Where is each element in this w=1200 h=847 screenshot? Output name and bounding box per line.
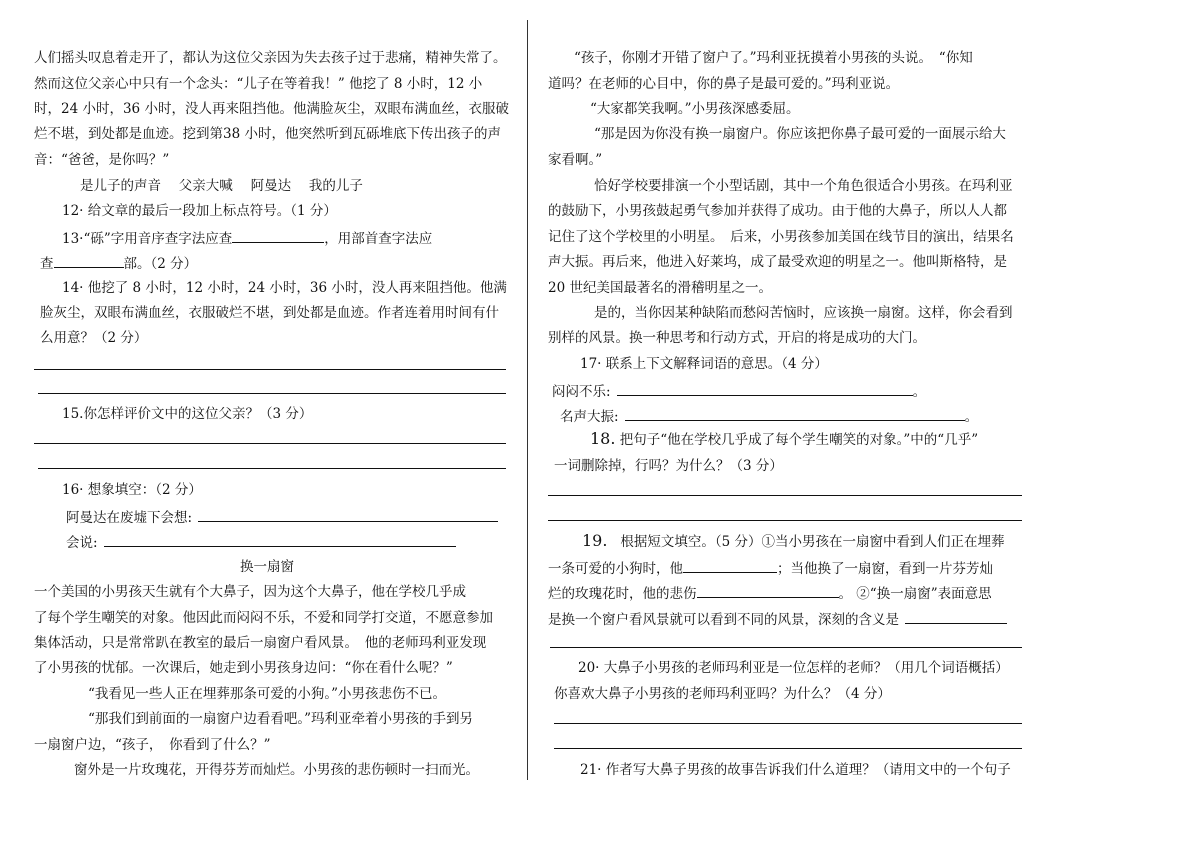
story-line: 是的，当你因某种缺陷而愁闷苦恼时，应该换一扇窗。这样，你会看到 xyxy=(594,305,1013,321)
question-17-a: 闷闷不乐: 。 xyxy=(552,380,926,402)
answer-blank[interactable] xyxy=(625,405,965,421)
answer-blank[interactable] xyxy=(683,557,777,573)
story-line: 家看啊。” xyxy=(548,152,603,168)
story-line: 一个美国的小男孩天生就有个大鼻子，因为这个大鼻子，他在学校几乎成 xyxy=(34,584,466,600)
story-line: 的鼓励下，小男孩鼓起勇气参加并获得了成功。由于他的大鼻子，所以人人都 xyxy=(548,203,1007,219)
story-line: “那我们到前面的一扇窗户边看看吧。”玛利亚牵着小男孩的手到另 xyxy=(88,711,474,727)
answer-blank[interactable] xyxy=(905,608,1007,624)
story-line: 集体活动，只是常常趴在教室的最后一扇窗户看风景。 他的老师玛利亚发现 xyxy=(34,635,487,651)
word-options: 是儿子的声音 父亲大喊 阿曼达 我的儿子 xyxy=(80,178,363,194)
question-14: 14· 他挖了 8 小时，12 小时，24 小时，36 小时，没人再来阻挡他。他满 xyxy=(62,280,507,296)
paragraph-line: 音：“爸爸，是你吗？” xyxy=(34,152,170,168)
story-line: 20 世纪美国最著名的滑稽明星之一。 xyxy=(548,280,772,296)
paragraph-line: 烂不堪，到处都是血迹。挖到第38 小时，他突然听到瓦砾堆底下传出孩子的声 xyxy=(34,126,501,142)
question-20-line: 你喜欢大鼻子小男孩的老师玛利亚吗？为什么？（4 分） xyxy=(554,686,891,702)
answer-blank[interactable] xyxy=(104,531,456,547)
paragraph-line: 然而这位父亲心中只有一个念头：“儿子在等着我！” 他挖了 8 小时，12 小 xyxy=(34,76,483,92)
answer-blank[interactable] xyxy=(617,380,913,396)
answer-line[interactable] xyxy=(554,723,1022,724)
story-line: 一扇窗户边，“孩子， 你看到了什么？” xyxy=(34,737,271,753)
question-14-line: 么用意？（2 分） xyxy=(40,330,148,346)
question-19-line: 烂的玫瑰花时，他的悲伤 。 ②“换一扇窗”表面意思 xyxy=(548,582,992,604)
question-17: 17· 联系上下文解释词语的意思。（4 分） xyxy=(580,356,828,372)
answer-blank[interactable] xyxy=(198,506,498,522)
question-19-line: 是换一个窗户看风景就可以看到不同的风景，深刻的含义是 xyxy=(548,608,1007,630)
question-17-b: 名声大振: 。 xyxy=(560,405,978,427)
question-20: 20· 大鼻子小男孩的老师玛利亚是一位怎样的老师？（用几个词语概括） xyxy=(578,660,1009,676)
question-12: 12· 给文章的最后一段加上标点符号。（1 分） xyxy=(62,203,337,219)
answer-line[interactable] xyxy=(548,520,1022,521)
paragraph-line: 时，24 小时，36 小时，没人再来阻挡他。他满脸灰尘，双眼布满血丝，衣服破 xyxy=(34,101,509,117)
question-14-line: 脸灰尘，双眼布满血丝，衣服破烂不堪，到处都是血迹。作者连着用时间有什 xyxy=(40,305,499,321)
story-line: “那是因为你没有换一扇窗户。你应该把你鼻子最可爱的一面展示给大 xyxy=(594,126,1006,142)
story-line: 声大振。再后来，他进入好莱坞，成了最受欢迎的明星之一。他叫斯格特，是 xyxy=(548,254,1007,270)
question-16-say: 会说: xyxy=(66,531,456,553)
question-16: 16· 想象填空：（2 分） xyxy=(62,482,202,498)
answer-blank[interactable] xyxy=(232,227,324,243)
story-line: 道吗？在老师的心目中，你的鼻子是最可爱的。”玛利亚说。 xyxy=(548,76,900,92)
story-line: 了小男孩的忧郁。一次课后，她走到小男孩身边问：“你在看什么呢？” xyxy=(34,660,453,676)
column-divider xyxy=(527,20,528,780)
answer-blank[interactable] xyxy=(697,582,839,598)
story-line: 记住了这个学校里的小明星。 后来，小男孩参加美国在线节目的演出，结果名 xyxy=(548,229,1014,245)
answer-blank[interactable] xyxy=(54,252,124,268)
answer-line[interactable] xyxy=(548,495,1022,496)
story-line: “我看见一些人正在埋葬那条可爱的小狗。”小男孩悲伤不已。 xyxy=(88,686,447,702)
question-21: 21· 作者写大鼻子男孩的故事告诉我们什么道理？（请用文中的一个句子 xyxy=(580,762,1011,778)
answer-line[interactable] xyxy=(38,468,506,469)
question-18: 18. 把句子“他在学校几乎成了每个学生嘲笑的对象。”中的“几乎” xyxy=(590,429,979,448)
question-19-line: 一条可爱的小狗时，他 ；当他换了一扇窗，看到一片芬芳灿 xyxy=(548,557,993,579)
answer-line[interactable] xyxy=(554,748,1022,749)
paragraph-line: 人们摇头叹息着走开了，都认为这位父亲因为失去孩子过于悲痛，精神失常了。 xyxy=(34,50,507,66)
answer-line[interactable] xyxy=(34,443,506,444)
question-16-think: 阿曼达在废墟下会想: xyxy=(66,506,498,528)
answer-line[interactable] xyxy=(34,369,506,370)
story-line: “孩子，你刚才开错了窗户了。”玛利亚抚摸着小男孩的头说。 “你知 xyxy=(574,50,973,66)
story-line: 别样的风景。换一种思考和行动方式，开启的将是成功的大门。 xyxy=(548,330,926,346)
story-title: 换一扇窗 xyxy=(240,559,294,575)
question-19: 19. 根据短文填空。（5 分）①当小男孩在一扇窗中看到人们正在埋葬 xyxy=(582,531,1005,550)
story-line: 了每个学生嘲笑的对象。他因此而闷闷不乐，不爱和同学打交道，不愿意参加 xyxy=(34,610,493,626)
answer-line[interactable] xyxy=(550,647,1022,648)
question-13-cont: 查 部。（2 分） xyxy=(40,252,197,274)
story-line: 窗外是一片玫瑰花，开得芬芳而灿烂。小男孩的悲伤顿时一扫而光。 xyxy=(74,762,479,778)
question-13: 13·“砾”字用音序查字法应查 ，用部首查字法应 xyxy=(62,227,432,249)
answer-line[interactable] xyxy=(38,393,506,394)
story-line: 恰好学校要排演一个小型话剧，其中一个角色很适合小男孩。在玛利亚 xyxy=(594,178,1013,194)
question-18-line: 一词删除掉，行吗？为什么？（3 分） xyxy=(554,458,783,474)
question-15: 15.你怎样评价文中的这位父亲？（3 分） xyxy=(62,406,313,422)
story-line: “大家都笑我啊。”小男孩深感委屈。 xyxy=(590,101,800,117)
